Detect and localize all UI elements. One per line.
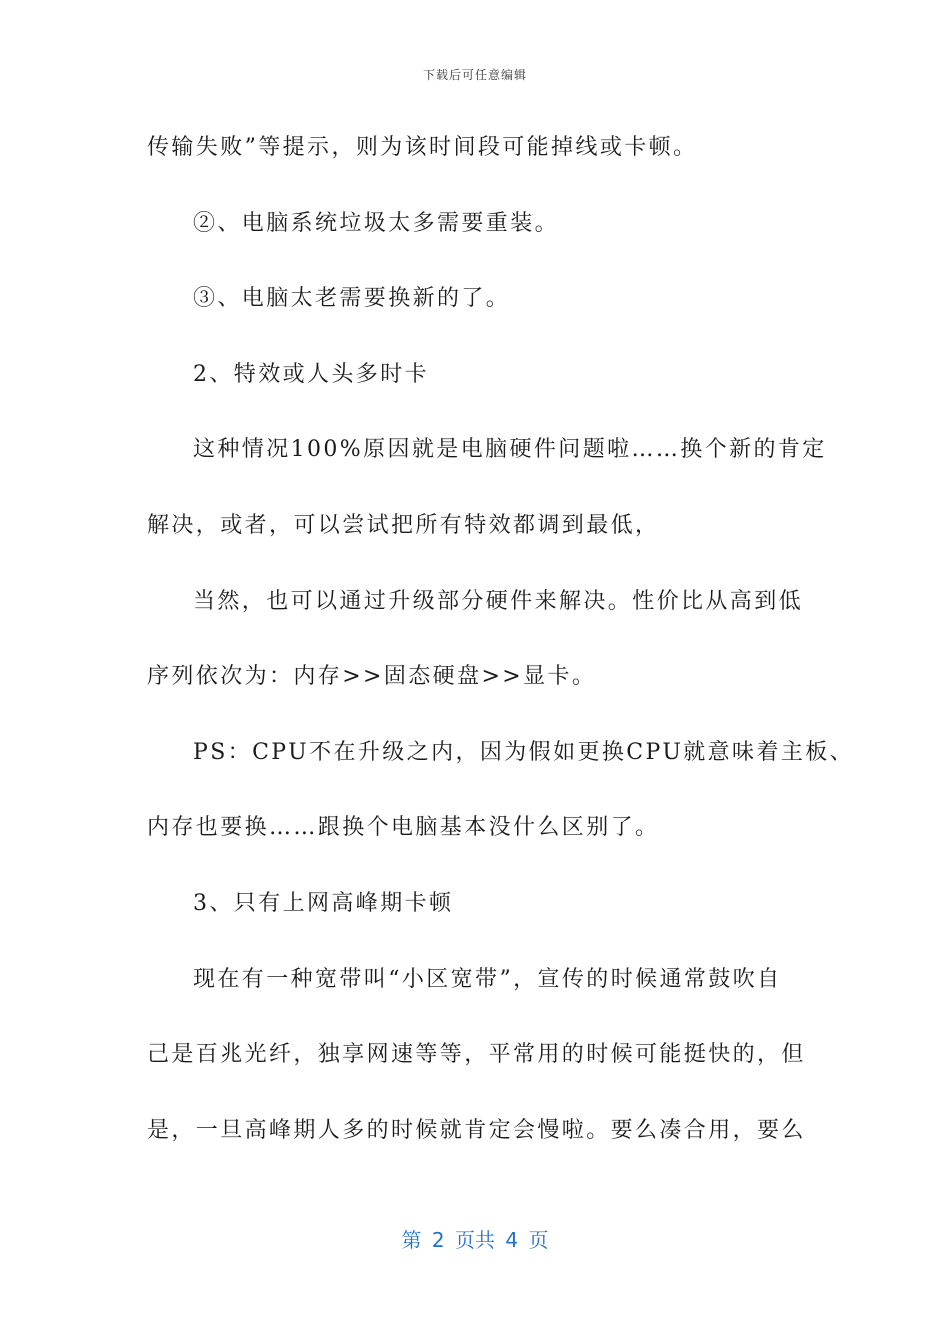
header-text: 下载后可任意编辑 (422, 68, 527, 82)
paragraph-line: 己是百兆光纤，独享网速等等，平常用的时候可能挺快的，但 (147, 1042, 806, 1068)
paragraph-line: ②、电脑系统垃圾太多需要重装。 (193, 210, 560, 236)
paragraph-line: PS：CPU不在升级之内，因为假如更换CPU就意味着主板、 (193, 739, 855, 765)
section-heading: 3、只有上网高峰期卡顿 (193, 890, 454, 916)
paragraph-line: 现在有一种宽带叫“小区宽带”，宣传的时候通常鼓吹自 (193, 966, 782, 992)
section-heading: 2、特效或人头多时卡 (193, 361, 429, 387)
paragraph-line: 是，一旦高峰期人多的时候就肯定会慢啦。要么凑合用，要么 (147, 1117, 806, 1143)
paragraph-line: 内存也要换……跟换个电脑基本没什么区别了。 (147, 815, 660, 841)
footer-prefix: 第 (401, 1228, 422, 1252)
paragraph-line: 当然，也可以通过升级部分硬件来解决。性价比从高到低 (193, 588, 804, 614)
paragraph-line: 传输失败”等提示，则为该时间段可能掉线或卡顿。 (147, 135, 698, 160)
footer-middle: 页共 (455, 1228, 495, 1252)
footer-total-pages: 4 (505, 1228, 519, 1252)
page-header (0, 66, 950, 83)
page-footer (0, 1224, 950, 1253)
document-body (147, 124, 855, 1182)
paragraph-line: ③、电脑太老需要换新的了。 (193, 286, 511, 312)
footer-page-number: 2 (431, 1228, 445, 1252)
paragraph-line: 解决，或者，可以尝试把所有特效都调到最低， (147, 512, 660, 538)
paragraph-line: 这种情况100%原因就是电脑硬件问题啦……换个新的肯定 (193, 437, 827, 463)
footer-suffix: 页 (528, 1228, 549, 1252)
paragraph-line: 序列依次为：内存>>固态硬盘>>显卡。 (147, 664, 597, 690)
